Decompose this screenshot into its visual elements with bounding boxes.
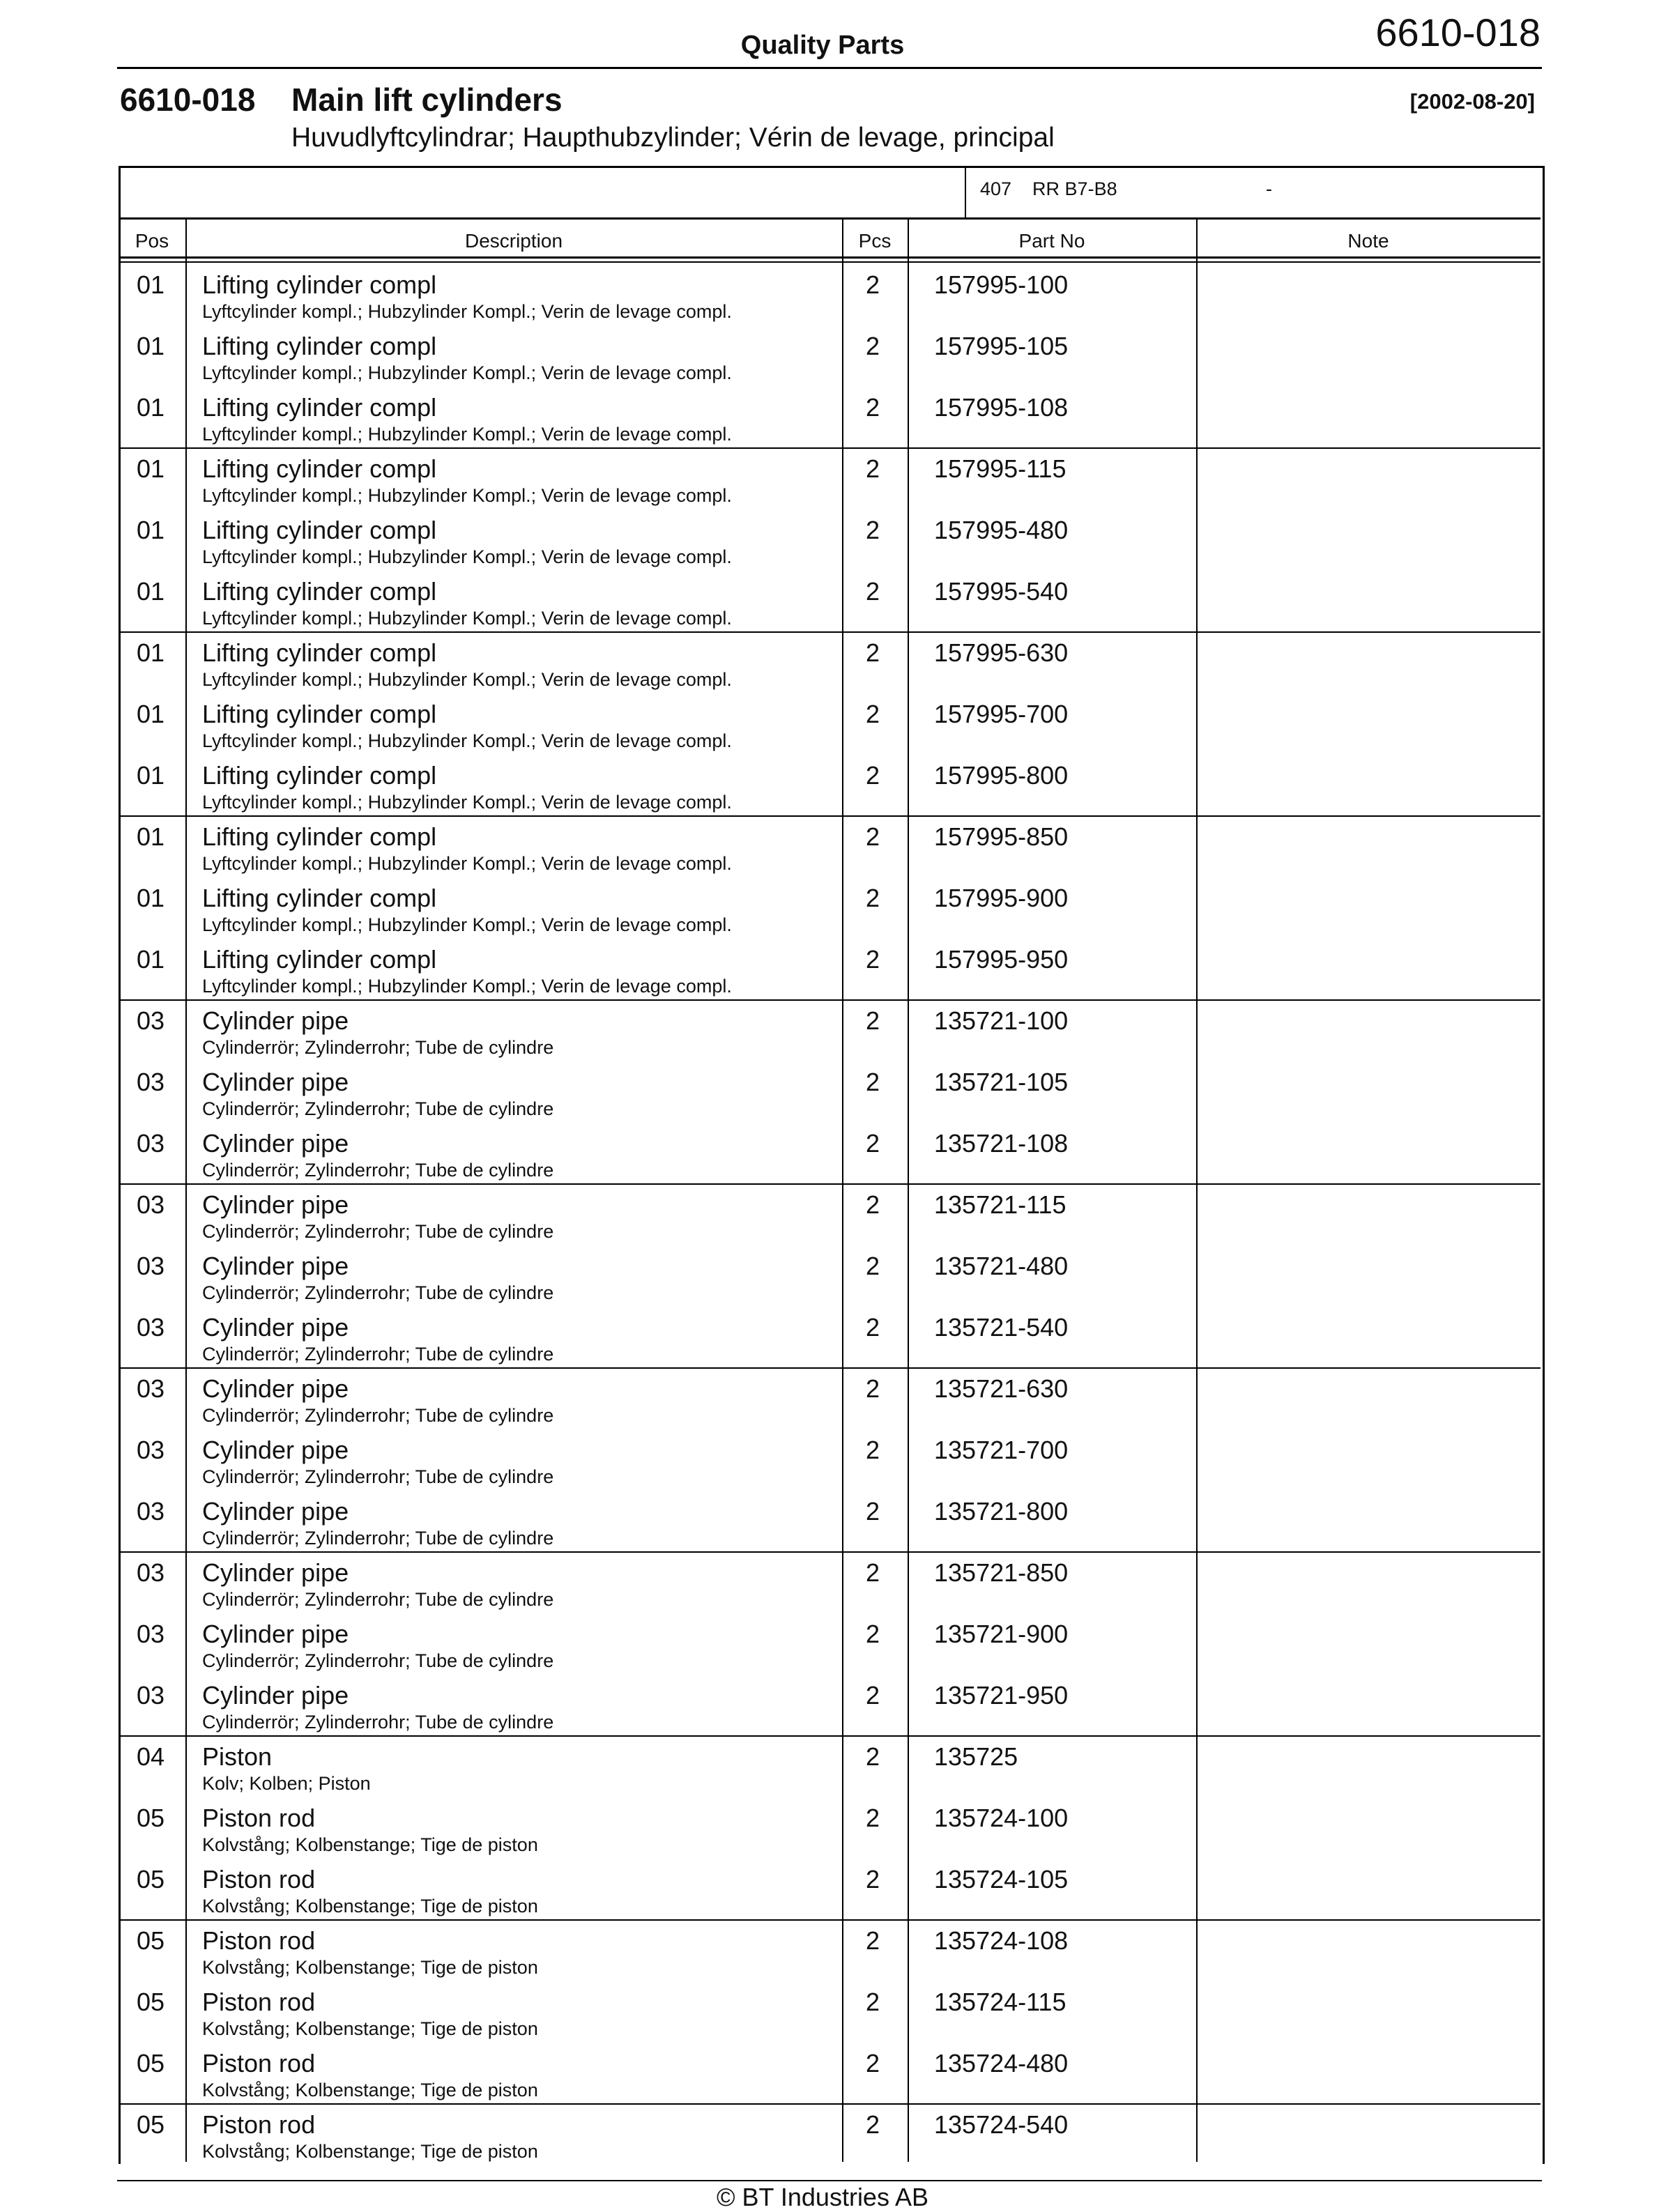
brand-title: Quality Parts — [740, 31, 905, 60]
row-translation: Lyftcylinder kompl.; Hubzylinder Kompl.; Verin de levage compl. — [202, 730, 732, 751]
row-pcs: 2 — [866, 1129, 880, 1158]
header-row-top-line — [118, 217, 1540, 220]
row-description: Lifting cylinder compl — [202, 700, 437, 728]
row-translation: Lyftcylinder kompl.; Hubzylinder Kompl.; Verin de levage compl. — [202, 301, 732, 322]
row-description: Piston rod — [202, 1926, 316, 1955]
row-description: Cylinder pipe — [202, 1129, 349, 1158]
row-pos: 03 — [137, 1374, 165, 1403]
row-translation: Lyftcylinder kompl.; Hubzylinder Kompl.; Verin de levage compl. — [202, 853, 732, 874]
row-pcs: 2 — [866, 1558, 880, 1587]
row-pos: 01 — [137, 577, 165, 606]
row-description: Piston rod — [202, 1804, 316, 1832]
row-pcs: 2 — [866, 1742, 880, 1771]
row-pos: 03 — [137, 1681, 165, 1710]
row-description: Piston rod — [202, 2110, 316, 2139]
row-translation: Cylinderrör; Zylinderrohr; Tube de cylindre — [202, 1037, 554, 1058]
row-pos: 03 — [137, 1006, 165, 1035]
row-translation: Cylinderrör; Zylinderrohr; Tube de cylindre — [202, 1466, 554, 1487]
row-pos: 05 — [137, 1804, 165, 1832]
row-pcs: 2 — [866, 1436, 880, 1464]
row-pos: 01 — [137, 516, 165, 544]
row-translation: Cylinderrör; Zylinderrohr; Tube de cylindre — [202, 1589, 554, 1610]
row-part-no: 157995-850 — [934, 822, 1069, 851]
row-translation: Cylinderrör; Zylinderrohr; Tube de cylindre — [202, 1712, 554, 1733]
row-pcs: 2 — [866, 454, 880, 483]
row-pcs: 2 — [866, 1497, 880, 1526]
row-pos: 04 — [137, 1742, 165, 1771]
row-translation: Lyftcylinder kompl.; Hubzylinder Kompl.; Verin de levage compl. — [202, 546, 732, 567]
row-part-no: 135721-540 — [934, 1313, 1069, 1342]
row-translation: Lyftcylinder kompl.; Hubzylinder Kompl.; Verin de levage compl. — [202, 669, 732, 690]
row-description: Cylinder pipe — [202, 1252, 349, 1280]
row-part-no: 135724-115 — [934, 1988, 1066, 2016]
row-pos: 01 — [137, 884, 165, 912]
row-pcs: 2 — [866, 1865, 880, 1894]
row-part-no: 157995-900 — [934, 884, 1069, 912]
row-description: Cylinder pipe — [202, 1190, 349, 1219]
table-row — [118, 1553, 1540, 1614]
row-translation: Cylinderrör; Zylinderrohr; Tube de cylindre — [202, 1282, 554, 1303]
row-pcs: 2 — [866, 1374, 880, 1403]
row-pos: 05 — [137, 1926, 165, 1955]
row-description: Cylinder pipe — [202, 1436, 349, 1464]
footer-copyright: © BT Industries AB — [717, 2183, 928, 2211]
row-part-no: 157995-480 — [934, 516, 1069, 544]
row-description: Cylinder pipe — [202, 1558, 349, 1587]
row-part-no: 135721-950 — [934, 1681, 1069, 1710]
table-row — [118, 2105, 1540, 2166]
row-part-no: 135721-108 — [934, 1129, 1069, 1158]
row-description: Lifting cylinder compl — [202, 577, 437, 606]
row-description: Lifting cylinder compl — [202, 393, 437, 422]
row-translation: Lyftcylinder kompl.; Hubzylinder Kompl.; Verin de levage compl. — [202, 362, 732, 383]
row-pcs: 2 — [866, 516, 880, 544]
row-pcs: 2 — [866, 761, 880, 790]
table-row — [118, 694, 1540, 755]
row-part-no: 135721-800 — [934, 1497, 1069, 1526]
row-pos: 03 — [137, 1190, 165, 1219]
row-pos: 05 — [137, 1865, 165, 1894]
row-description: Cylinder pipe — [202, 1681, 349, 1710]
row-description: Piston rod — [202, 1988, 316, 2016]
column-header-pcs: Pcs — [858, 230, 892, 252]
row-translation: Lyftcylinder kompl.; Hubzylinder Kompl.; Verin de levage compl. — [202, 485, 732, 506]
table-row — [118, 1614, 1540, 1675]
row-pos: 03 — [137, 1436, 165, 1464]
row-pcs: 2 — [866, 1006, 880, 1035]
row-pcs: 2 — [866, 1681, 880, 1710]
row-part-no: 157995-950 — [934, 945, 1069, 974]
row-translation: Cylinderrör; Zylinderrohr; Tube de cylindre — [202, 1405, 554, 1426]
row-description: Lifting cylinder compl — [202, 638, 437, 667]
row-translation: Cylinderrör; Zylinderrohr; Tube de cylindre — [202, 1650, 554, 1671]
row-translation: Lyftcylinder kompl.; Hubzylinder Kompl.; Verin de levage compl. — [202, 608, 732, 629]
row-description: Piston rod — [202, 1865, 316, 1894]
column-header-description: Description — [464, 230, 563, 252]
row-description: Piston — [202, 1742, 273, 1771]
header-row-bottom-line — [118, 256, 1540, 259]
row-description: Cylinder pipe — [202, 1620, 349, 1648]
row-pcs: 2 — [866, 2049, 880, 2077]
row-translation: Kolvstång; Kolbenstange; Tige de piston — [202, 1834, 538, 1855]
section-subtitle: Huvudlyftcylindrar; Haupthubzylinder; Vérin de levage, principal — [291, 123, 1055, 153]
row-pcs: 2 — [866, 884, 880, 912]
model-dash: - — [1266, 178, 1272, 199]
row-pcs: 2 — [866, 393, 880, 422]
section-title: Main lift cylinders — [291, 82, 563, 118]
row-translation: Cylinderrör; Zylinderrohr; Tube de cylindre — [202, 1160, 554, 1181]
row-pos: 03 — [137, 1129, 165, 1158]
row-description: Cylinder pipe — [202, 1006, 349, 1035]
document-id: 6610-018 — [1375, 10, 1540, 54]
table-row — [118, 1737, 1540, 1798]
row-pcs: 2 — [866, 1252, 880, 1280]
table-row — [118, 387, 1540, 449]
row-pcs: 2 — [866, 1620, 880, 1648]
row-part-no: 157995-540 — [934, 577, 1069, 606]
row-pos: 03 — [137, 1620, 165, 1648]
row-part-no: 157995-100 — [934, 270, 1069, 299]
table-row — [118, 878, 1540, 939]
table-row — [118, 1062, 1540, 1123]
column-header-pos: Pos — [135, 230, 169, 252]
row-part-no: 135724-480 — [934, 2049, 1069, 2077]
row-pcs: 2 — [866, 332, 880, 360]
row-pcs: 2 — [866, 1804, 880, 1832]
row-description: Cylinder pipe — [202, 1497, 349, 1526]
header-row-double-line — [118, 261, 1540, 263]
table-row — [118, 510, 1540, 571]
row-pcs: 2 — [866, 2110, 880, 2139]
row-pcs: 2 — [866, 1926, 880, 1955]
row-pcs: 2 — [866, 945, 880, 974]
table-row — [118, 1921, 1540, 1982]
table-row — [118, 1369, 1540, 1430]
row-pos: 01 — [137, 270, 165, 299]
row-part-no: 157995-630 — [934, 638, 1069, 667]
row-pcs: 2 — [866, 1313, 880, 1342]
row-pcs: 2 — [866, 1988, 880, 2016]
row-description: Lifting cylinder compl — [202, 332, 437, 360]
header-divider — [117, 67, 1542, 69]
row-pos: 01 — [137, 761, 165, 790]
row-pos: 05 — [137, 2110, 165, 2139]
table-row — [118, 1123, 1540, 1185]
row-pos: 01 — [137, 700, 165, 728]
row-pos: 05 — [137, 1988, 165, 2016]
table-row — [118, 755, 1540, 817]
row-pos: 01 — [137, 638, 165, 667]
row-part-no: 157995-105 — [934, 332, 1069, 360]
row-description: Lifting cylinder compl — [202, 270, 437, 299]
row-pos: 01 — [137, 393, 165, 422]
table-row — [118, 1430, 1540, 1491]
row-description: Cylinder pipe — [202, 1313, 349, 1342]
row-description: Cylinder pipe — [202, 1374, 349, 1403]
section-code: 6610-018 — [120, 82, 256, 118]
row-part-no: 135721-100 — [934, 1006, 1069, 1035]
row-part-no: 135724-100 — [934, 1804, 1069, 1832]
row-translation: Cylinderrör; Zylinderrohr; Tube de cylindre — [202, 1344, 554, 1365]
table-row — [118, 1982, 1540, 2043]
row-part-no: 135724-105 — [934, 1865, 1069, 1894]
row-description: Piston rod — [202, 2049, 316, 2077]
table-row — [118, 1185, 1540, 1246]
row-part-no: 135721-105 — [934, 1068, 1069, 1096]
row-part-no: 135724-108 — [934, 1926, 1069, 1955]
row-description: Lifting cylinder compl — [202, 516, 437, 544]
table-row — [118, 817, 1540, 878]
row-translation: Kolvstång; Kolbenstange; Tige de piston — [202, 1896, 538, 1917]
row-translation: Cylinderrör; Zylinderrohr; Tube de cylindre — [202, 1098, 554, 1119]
row-pcs: 2 — [866, 822, 880, 851]
row-pos: 01 — [137, 454, 165, 483]
row-translation: Lyftcylinder kompl.; Hubzylinder Kompl.; Verin de levage compl. — [202, 792, 732, 813]
row-pos: 03 — [137, 1558, 165, 1587]
row-translation: Kolvstång; Kolbenstange; Tige de piston — [202, 2141, 538, 2162]
row-description: Lifting cylinder compl — [202, 822, 437, 851]
row-pcs: 2 — [866, 638, 880, 667]
row-pos: 05 — [137, 2049, 165, 2077]
row-part-no: 157995-115 — [934, 454, 1066, 483]
row-part-no: 135721-850 — [934, 1558, 1069, 1587]
row-part-no: 157995-700 — [934, 700, 1069, 728]
row-description: Lifting cylinder compl — [202, 761, 437, 790]
row-part-no: 157995-108 — [934, 393, 1069, 422]
row-pcs: 2 — [866, 700, 880, 728]
row-translation: Cylinderrör; Zylinderrohr; Tube de cylindre — [202, 1528, 554, 1549]
row-translation: Kolvstång; Kolbenstange; Tige de piston — [202, 1957, 538, 1978]
table-row — [118, 1491, 1540, 1553]
model-designation: 407 RR B7-B8 — [980, 178, 1117, 199]
row-part-no: 157995-800 — [934, 761, 1069, 790]
model-divider — [965, 166, 966, 217]
section-date: [2002-08-20] — [1409, 89, 1535, 114]
row-translation: Cylinderrör; Zylinderrohr; Tube de cylindre — [202, 1221, 554, 1242]
table-row — [118, 2043, 1540, 2105]
row-part-no: 135721-480 — [934, 1252, 1069, 1280]
table-row — [118, 939, 1540, 1001]
row-description: Cylinder pipe — [202, 1068, 349, 1096]
row-part-no: 135721-900 — [934, 1620, 1069, 1648]
table-row — [118, 1675, 1540, 1737]
table-row — [118, 1307, 1540, 1369]
row-pos: 03 — [137, 1252, 165, 1280]
table-row — [118, 633, 1540, 694]
row-description: Lifting cylinder compl — [202, 945, 437, 974]
row-pcs: 2 — [866, 577, 880, 606]
row-translation: Kolvstång; Kolbenstange; Tige de piston — [202, 2018, 538, 2039]
row-description: Lifting cylinder compl — [202, 884, 437, 912]
column-header-part-no: Part No — [1018, 230, 1085, 252]
table-row — [118, 265, 1540, 326]
row-part-no: 135721-115 — [934, 1190, 1066, 1219]
row-part-no: 135721-630 — [934, 1374, 1069, 1403]
row-pcs: 2 — [866, 1190, 880, 1219]
row-pos: 01 — [137, 945, 165, 974]
row-translation: Lyftcylinder kompl.; Hubzylinder Kompl.; Verin de levage compl. — [202, 914, 732, 935]
row-description: Lifting cylinder compl — [202, 454, 437, 483]
table-row — [118, 571, 1540, 633]
row-part-no: 135725 — [934, 1742, 1018, 1771]
table-row — [118, 1001, 1540, 1062]
row-pcs: 2 — [866, 270, 880, 299]
table-row — [118, 1246, 1540, 1307]
table-row — [118, 449, 1540, 510]
table-row — [118, 1798, 1540, 1859]
row-pos: 03 — [137, 1313, 165, 1342]
row-translation: Lyftcylinder kompl.; Hubzylinder Kompl.; Verin de levage compl. — [202, 424, 732, 445]
row-part-no: 135724-540 — [934, 2110, 1069, 2139]
row-pos: 01 — [137, 822, 165, 851]
row-translation: Kolvstång; Kolbenstange; Tige de piston — [202, 2080, 538, 2100]
footer-divider — [117, 2180, 1542, 2181]
row-translation: Kolv; Kolben; Piston — [202, 1773, 371, 1794]
table-row — [118, 326, 1540, 387]
row-translation: Lyftcylinder kompl.; Hubzylinder Kompl.; Verin de levage compl. — [202, 976, 732, 997]
row-pcs: 2 — [866, 1068, 880, 1096]
row-pos: 03 — [137, 1497, 165, 1526]
column-header-note: Note — [1347, 230, 1389, 252]
row-part-no: 135721-700 — [934, 1436, 1069, 1464]
row-pos: 01 — [137, 332, 165, 360]
table-row — [118, 1859, 1540, 1921]
row-pos: 03 — [137, 1068, 165, 1096]
